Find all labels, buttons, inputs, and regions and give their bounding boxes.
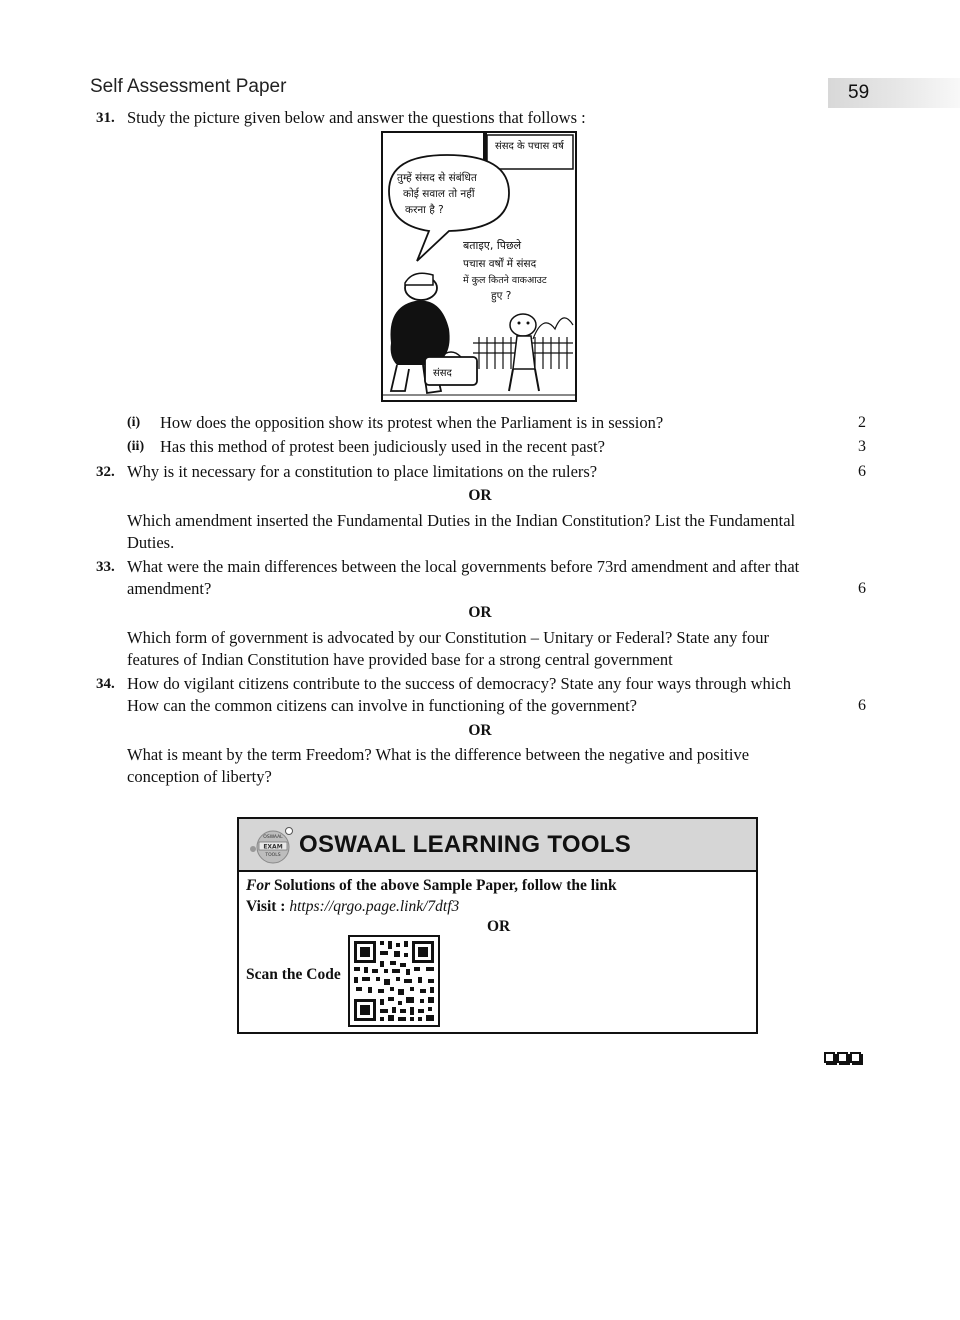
page-number-box xyxy=(828,78,960,108)
question-31-sub2-text: Has this method of protest been judiciously used in the recent past? xyxy=(160,437,605,456)
page-header-title: Self Assessment Paper xyxy=(90,76,287,97)
question-32-or: OR xyxy=(468,487,492,504)
end-of-paper-marks xyxy=(824,1050,863,1068)
question-31-sub1-label: (i) xyxy=(127,415,141,430)
question-31-number: 31. xyxy=(96,110,115,126)
cartoon-bubble2-line3: में कुल कितने वाकआउट xyxy=(463,275,547,286)
learning-tools-title: OSWAAL LEARNING TOOLS xyxy=(299,831,632,858)
tools-or: OR xyxy=(487,918,511,935)
end-mark-box xyxy=(837,1052,848,1063)
question-33-alt-line2: features of Indian Constitution have provided base for a strong central government xyxy=(127,650,673,669)
question-32-alt-line2: Duties. xyxy=(127,533,175,552)
question-31-sub1-text: How does the opposition show its protest when the Parliament is in session? xyxy=(160,413,664,432)
logo-text-tools: TOOLS xyxy=(265,853,281,858)
logo-text-oswaal: OSWAAL xyxy=(263,835,283,840)
solutions-text: Solutions of the above Sample Paper, follow the link xyxy=(274,877,617,894)
cartoon-illustration xyxy=(381,131,577,402)
question-34-alt-line2: conception of liberty? xyxy=(127,767,272,786)
question-34-alt-line1: What is meant by the term Freedom? What is the difference between the negative and positive xyxy=(127,745,750,764)
question-32-marks: 6 xyxy=(858,463,866,480)
solutions-link-line xyxy=(246,876,617,896)
cartoon-bubble1-line3: करना है ? xyxy=(405,204,444,216)
cartoon-bubble2-line4: हुए ? xyxy=(491,290,512,302)
learning-tools-box xyxy=(237,817,758,1034)
question-34-or: OR xyxy=(468,722,492,739)
question-33-alt-line1: Which form of government is advocated by our Constitution – Unitary or Federal? State any four xyxy=(127,628,769,647)
question-34-line1: How do vigilant citizens contribute to the success of democracy? State any four ways through which xyxy=(127,674,791,693)
question-31-sub2-marks: 3 xyxy=(858,438,866,455)
question-34-number: 34. xyxy=(96,676,115,692)
end-mark-box xyxy=(850,1052,861,1063)
question-32-number: 32. xyxy=(96,464,115,480)
cartoon-bubble2-line1: बताइए, पिछले xyxy=(463,239,522,252)
visit-url-link[interactable]: https://qrgo.page.link/7dtf3 xyxy=(289,898,460,915)
visit-line xyxy=(246,897,459,917)
question-33-or: OR xyxy=(468,604,492,621)
cartoon-bubble1-line1: तुम्हें संसद से संबंधित xyxy=(397,172,477,184)
question-34-line2: How can the common citizens can involve in functioning of the government? xyxy=(127,696,637,715)
question-34-alternative xyxy=(127,744,870,788)
learning-tools-header xyxy=(239,819,756,872)
visit-label: Visit : xyxy=(246,898,286,915)
oswaal-exam-tools-logo-icon xyxy=(245,825,295,865)
question-33-marks: 6 xyxy=(858,580,866,597)
question-33-line2: amendment? xyxy=(127,579,212,598)
cartoon-bubble1-line2: कोई सवाल तो नहीं xyxy=(403,188,475,200)
cartoon-bubble2-line2: पचास वर्षों में संसद xyxy=(463,258,537,270)
logo-text-exam: EXAM xyxy=(263,843,283,851)
question-31-sub2-label: (ii) xyxy=(127,439,145,454)
end-mark-box xyxy=(824,1052,835,1063)
question-32-text: Why is it necessary for a constitution to place limitations on the rulers? xyxy=(127,462,598,481)
scan-the-code-label: Scan the Code xyxy=(246,966,341,983)
qr-code-icon[interactable] xyxy=(348,935,440,1027)
question-34-marks: 6 xyxy=(858,697,866,714)
question-32-alternative xyxy=(127,510,870,554)
question-33-number: 33. xyxy=(96,559,115,575)
question-33-line1: What were the main differences between the local governments before 73rd amendment and after that xyxy=(127,557,800,576)
question-31-text: Study the picture given below and answer the questions that follows : xyxy=(127,108,586,127)
cartoon-bag-text: संसद xyxy=(433,368,452,379)
for-label: For xyxy=(246,877,271,894)
question-32-alt-line1: Which amendment inserted the Fundamental Duties in the Indian Constitution? List the Fundamental xyxy=(127,511,796,530)
page-number: 59 xyxy=(848,82,870,103)
question-31-sub1-marks: 2 xyxy=(858,414,866,431)
question-34-text xyxy=(127,673,870,717)
cartoon-sign-text: संसद के पचास वर्ष xyxy=(495,141,564,152)
question-33-alternative xyxy=(127,627,870,671)
question-33-text xyxy=(127,556,870,600)
